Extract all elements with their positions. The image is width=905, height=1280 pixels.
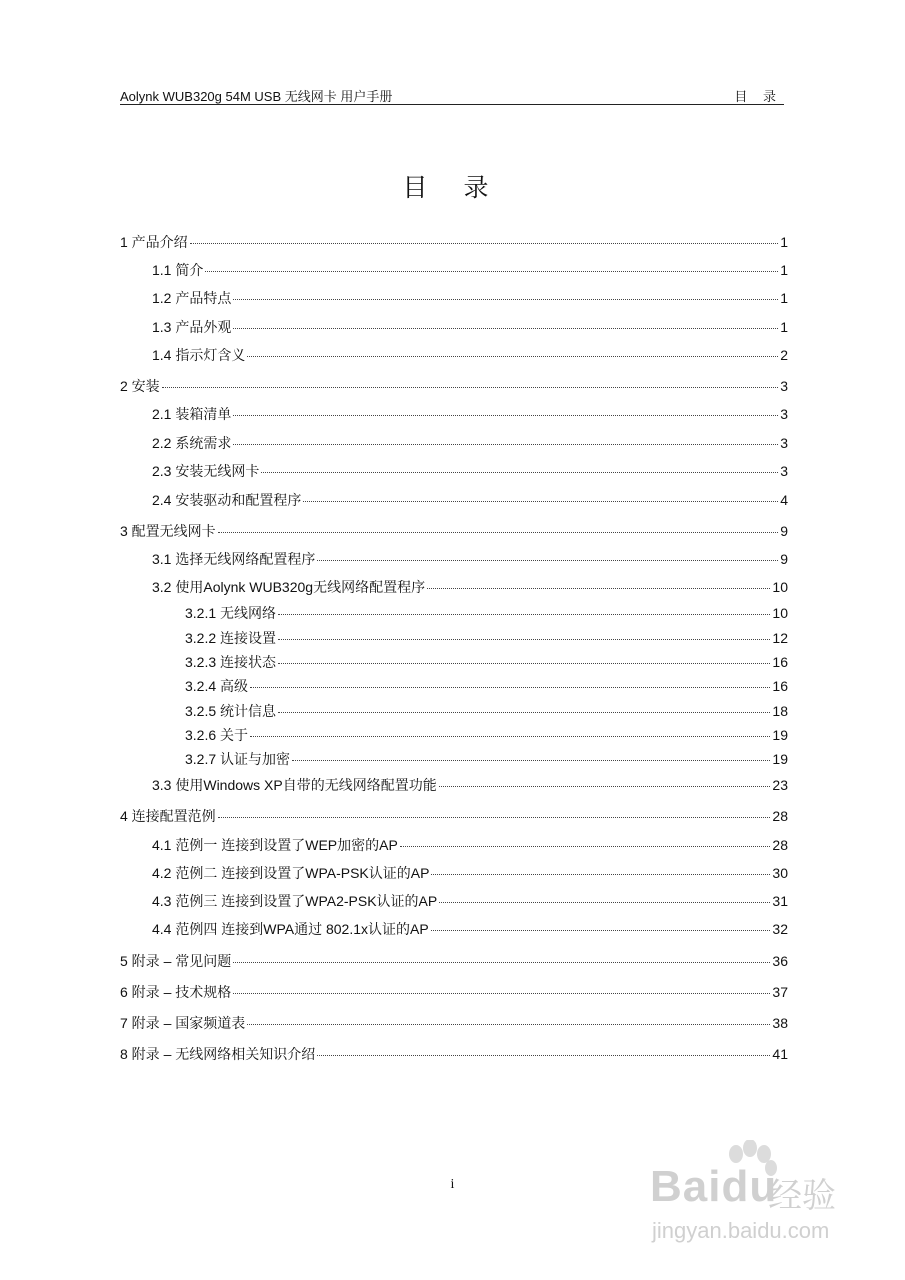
toc-entry[interactable] (185, 653, 788, 671)
toc-leader-dots (431, 874, 770, 875)
toc-entry-label: 3.2.3 连接状态 (185, 654, 277, 670)
toc-entry[interactable] (152, 318, 788, 336)
toc-leader-dots (439, 902, 770, 903)
toc-entry-label: 2.3 安装无线网卡 (152, 463, 260, 479)
header-rule (120, 104, 784, 105)
toc-entry-label: 3.2.4 高级 (185, 678, 249, 694)
toc-leader-dots (247, 356, 778, 357)
toc-entry-label: 2.2 系统需求 (152, 435, 232, 451)
toc-entry-page: 1 (780, 290, 788, 306)
toc-entry-page: 37 (772, 984, 788, 1000)
toc-entry-label: 3.3 使用Windows XP自带的无线网络配置功能 (152, 777, 437, 793)
toc-leader-dots (292, 760, 770, 761)
toc-entry-page: 31 (772, 893, 788, 909)
toc-entry-label: 1.1 简介 (152, 262, 204, 278)
toc-entry-page: 19 (772, 751, 788, 767)
toc-leader-dots (233, 962, 770, 963)
toc-entry[interactable] (152, 892, 788, 910)
toc-entry-page: 3 (780, 463, 788, 479)
toc-entry-label: 1.4 指示灯含义 (152, 347, 246, 363)
toc-leader-dots (162, 387, 779, 388)
toc-entry[interactable] (152, 836, 788, 854)
toc-entry-label: 6 附录 – 技术规格 (120, 984, 232, 1000)
header-section: 目 录 (734, 89, 782, 104)
toc-entry-page: 16 (772, 654, 788, 670)
watermark-brand-cn: 经验 (768, 1176, 836, 1216)
toc-entry[interactable] (152, 920, 788, 938)
toc-entry-page: 32 (772, 921, 788, 937)
toc-entry[interactable] (120, 952, 788, 970)
toc-entry[interactable] (152, 491, 788, 509)
toc-entry[interactable] (120, 1045, 788, 1063)
toc-entry-page: 16 (772, 678, 788, 694)
toc-entry-page: 41 (772, 1046, 788, 1062)
toc-entry-page: 1 (780, 319, 788, 335)
toc-entry-page: 30 (772, 865, 788, 881)
toc-leader-dots (218, 532, 779, 533)
toc-entry-label: 3.1 选择无线网络配置程序 (152, 551, 316, 567)
toc-entry[interactable] (120, 983, 788, 1001)
toc-entry[interactable] (120, 522, 788, 540)
toc-entry-label: 7 附录 – 国家频道表 (120, 1015, 246, 1031)
toc-leader-dots (233, 299, 778, 300)
toc-entry[interactable] (152, 550, 788, 568)
toc-leader-dots (233, 444, 778, 445)
toc-entry-label: 1.3 产品外观 (152, 319, 232, 335)
toc-entry-page: 19 (772, 727, 788, 743)
watermark-brand: Baidu (650, 1162, 778, 1211)
toc-leader-dots (427, 588, 770, 589)
toc-leader-dots (317, 560, 778, 561)
toc-entry-page: 1 (780, 234, 788, 250)
toc-entry-page: 9 (780, 523, 788, 539)
toc-leader-dots (261, 472, 778, 473)
toc-entry[interactable] (152, 405, 788, 423)
toc-entry[interactable] (185, 629, 788, 647)
toc-leader-dots (233, 328, 778, 329)
toc-leader-dots (247, 1024, 770, 1025)
toc-entry[interactable] (152, 434, 788, 452)
toc-entry-page: 3 (780, 378, 788, 394)
page-number: i (450, 1177, 455, 1192)
toc-entry[interactable] (185, 726, 788, 744)
toc-entry[interactable] (185, 604, 788, 622)
toc-leader-dots (218, 817, 771, 818)
toc-leader-dots (233, 993, 770, 994)
toc-entry-page: 12 (772, 630, 788, 646)
toc-entry-label: 3.2.1 无线网络 (185, 605, 277, 621)
toc-entry-label: 3.2.2 连接设置 (185, 630, 277, 646)
toc-entry-label: 4.4 范例四 连接到WPA通过 802.1x认证的AP (152, 921, 429, 937)
toc-entry[interactable] (120, 807, 788, 825)
toc-entry-label: 3.2 使用Aolynk WUB320g无线网络配置程序 (152, 579, 426, 595)
toc-leader-dots (278, 639, 770, 640)
toc-entry[interactable] (120, 233, 788, 251)
toc-entry-label: 1.2 产品特点 (152, 290, 232, 306)
toc-leader-dots (278, 712, 770, 713)
toc-leader-dots (250, 736, 770, 737)
toc-entry-page: 2 (780, 347, 788, 363)
toc-entry-label: 4.3 范例三 连接到设置了WPA2-PSK认证的AP (152, 893, 438, 909)
toc-entry-page: 10 (772, 579, 788, 595)
toc-entry-label: 3.2.7 认证与加密 (185, 751, 291, 767)
toc-leader-dots (431, 930, 771, 931)
toc-leader-dots (439, 786, 771, 787)
toc-entry-page: 1 (780, 262, 788, 278)
toc-entry[interactable] (152, 776, 788, 794)
toc-entry-label: 2 安装 (120, 378, 160, 394)
toc-leader-dots (190, 243, 779, 244)
toc-entry-label: 3.2.5 统计信息 (185, 703, 277, 719)
toc-entry-page: 9 (780, 551, 788, 567)
baidu-jingyan-watermark (640, 1140, 860, 1260)
toc-entry-label: 2.4 安装驱动和配置程序 (152, 492, 302, 508)
toc-entry-page: 28 (772, 808, 788, 824)
toc-leader-dots (250, 687, 770, 688)
toc-entry-page: 18 (772, 703, 788, 719)
header-title: Aolynk WUB320g 54M USB 无线网卡 用户手册 (120, 89, 393, 104)
toc-entry-page: 3 (780, 406, 788, 422)
toc-entry-label: 4.2 范例二 连接到设置了WPA-PSK认证的AP (152, 865, 430, 881)
toc-entry-page: 38 (772, 1015, 788, 1031)
toc-entry-page: 23 (772, 777, 788, 793)
toc-leader-dots (233, 415, 778, 416)
toc-entry[interactable] (185, 750, 788, 768)
toc-leader-dots (278, 663, 770, 664)
toc-entry-page: 28 (772, 837, 788, 853)
toc-entry-label: 2.1 装箱清单 (152, 406, 232, 422)
toc-leader-dots (205, 271, 778, 272)
toc-entry-label: 1 产品介绍 (120, 234, 188, 250)
toc-entry[interactable] (152, 289, 788, 307)
toc-entry[interactable] (152, 261, 788, 279)
toc-entry-page: 4 (780, 492, 788, 508)
toc-entry[interactable] (185, 677, 788, 695)
toc-entry[interactable] (152, 864, 788, 882)
toc-leader-dots (317, 1055, 770, 1056)
toc-leader-dots (278, 614, 770, 615)
toc-entry[interactable] (120, 1014, 788, 1032)
toc-entry-label: 8 附录 – 无线网络相关知识介绍 (120, 1046, 316, 1062)
toc-entry[interactable] (152, 346, 788, 364)
toc-leader-dots (303, 501, 778, 502)
toc-leader-dots (400, 846, 771, 847)
toc-entry[interactable] (185, 702, 788, 720)
toc-entry-label: 4.1 范例一 连接到设置了WEP加密的AP (152, 837, 398, 853)
toc-entry[interactable] (152, 578, 788, 596)
page-title: 目 录 (402, 173, 503, 202)
toc-entry[interactable] (152, 462, 788, 480)
toc-entry[interactable] (120, 377, 788, 395)
toc-entry-label: 4 连接配置范例 (120, 808, 216, 824)
toc-entry-label: 3.2.6 关于 (185, 727, 249, 743)
toc-entry-label: 3 配置无线网卡 (120, 523, 216, 539)
toc-entry-label: 5 附录 – 常见问题 (120, 953, 232, 969)
toc-entry-page: 3 (780, 435, 788, 451)
toc-entry-page: 36 (772, 953, 788, 969)
watermark-url: jingyan.baidu.com (652, 1218, 830, 1243)
toc-entry-page: 10 (772, 605, 788, 621)
